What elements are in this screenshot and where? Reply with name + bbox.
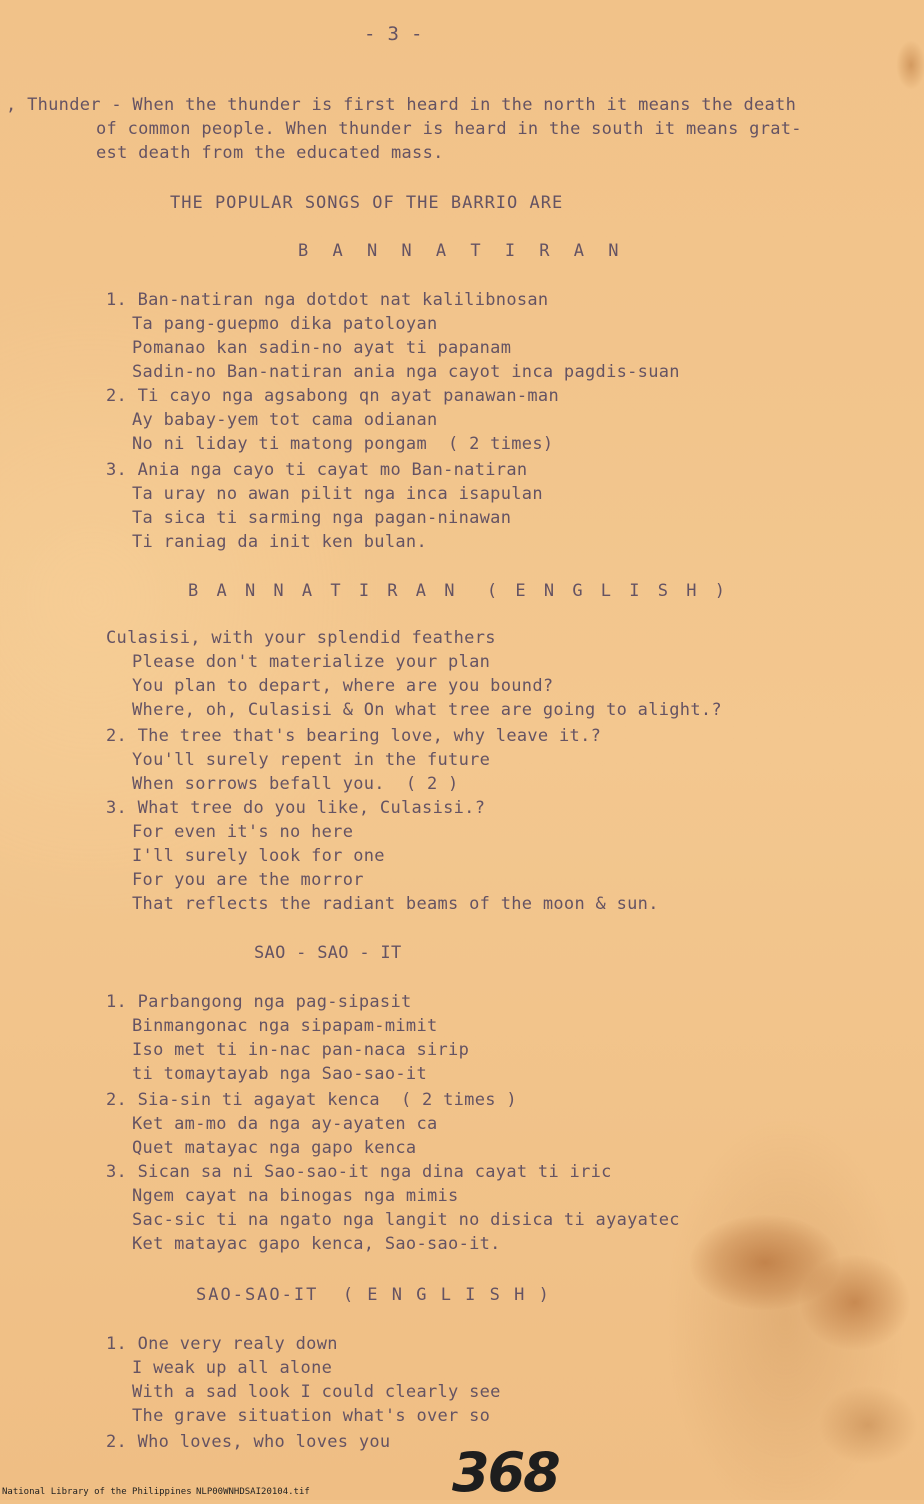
- bannatiran-line: No ni liday ti matong pongam ( 2 times): [132, 434, 554, 454]
- bannatiran-english-line: Where, oh, Culasisi & On what tree are going to alight.?: [132, 700, 722, 720]
- stain-mark: [896, 40, 924, 90]
- bannatiran-english-line: For even it's no here: [132, 822, 354, 842]
- bannatiran-english-line: Culasisi, with your splendid feathers: [106, 628, 496, 648]
- stain-mark: [690, 1215, 840, 1310]
- bannatiran-english-line: Please don't materialize your plan: [132, 652, 491, 672]
- stain-mark: [818, 1385, 918, 1465]
- saosaoit-line: Binmangonac nga sipapam-mimit: [132, 1016, 438, 1036]
- saosaoit-english-title: SAO-SAO-IT ( E N G L I S H ): [196, 1285, 551, 1305]
- page-number: - 3 -: [364, 23, 423, 45]
- bannatiran-line: Ta sica ti sarming nga pagan-ninawan: [132, 508, 512, 528]
- saosaoit-line: Quet matayac nga gapo kenca: [132, 1138, 417, 1158]
- bannatiran-english-line: 2. The tree that's bearing love, why leave it.?: [106, 726, 602, 746]
- bannatiran-english-line: You'll surely repent in the future: [132, 750, 491, 770]
- saosaoit-english-line: 1. One very realy down: [106, 1334, 338, 1354]
- thunder-line-3: est death from the educated mass.: [96, 143, 444, 163]
- footer-file: NLP00WNHDSAI20104.tif: [196, 1487, 310, 1497]
- saosaoit-title: SAO - SAO - IT: [254, 943, 402, 963]
- saosaoit-english-line: I weak up all alone: [132, 1358, 333, 1378]
- thunder-line-2: of common people. When thunder is heard in the south it means grat-: [96, 119, 802, 139]
- bannatiran-line: Ta pang-guepmo dika patoloyan: [132, 314, 438, 334]
- bannatiran-line: 3. Ania nga cayo ti cayat mo Ban-natiran: [106, 460, 528, 480]
- bannatiran-english-line: I'll surely look for one: [132, 846, 385, 866]
- page-stamp-number: 368: [452, 1441, 559, 1504]
- saosaoit-line: 2. Sia-sin ti agayat kenca ( 2 times ): [106, 1090, 517, 1110]
- thunder-line-1: , Thunder - When the thunder is first heard in the north it means the death: [6, 95, 797, 115]
- bannatiran-english-line: That reflects the radiant beams of the moon & sun.: [132, 894, 659, 914]
- saosaoit-line: Ket am-mo da nga ay-ayaten ca: [132, 1114, 438, 1134]
- saosaoit-line: Ket matayac gapo kenca, Sao-sao-it.: [132, 1234, 501, 1254]
- bannatiran-line: Pomanao kan sadin-no ayat ti papanam: [132, 338, 512, 358]
- bannatiran-english-line: You plan to depart, where are you bound?: [132, 676, 554, 696]
- saosaoit-english-line: With a sad look I could clearly see: [132, 1382, 501, 1402]
- saosaoit-line: 1. Parbangong nga pag-sipasit: [106, 992, 412, 1012]
- stain-mark: [800, 1255, 910, 1350]
- saosaoit-line: ti tomaytayab nga Sao-sao-it: [132, 1064, 427, 1084]
- popular-songs-heading: THE POPULAR SONGS OF THE BARRIO ARE: [170, 193, 564, 213]
- bannatiran-line: 1. Ban-natiran nga dotdot nat kalilibnosan: [106, 290, 549, 310]
- bannatiran-title: B A N N A T I R A N: [298, 241, 626, 261]
- bannatiran-english-line: When sorrows befall you. ( 2 ): [132, 774, 459, 794]
- saosaoit-english-line: 2. Who loves, who loves you: [106, 1432, 391, 1452]
- saosaoit-line: Sac-sic ti na ngato nga langit no disica ti ayayatec: [132, 1210, 680, 1230]
- saosaoit-english-line: The grave situation what's over so: [132, 1406, 491, 1426]
- saosaoit-line: 3. Sican sa ni Sao-sao-it nga dina cayat ti iric: [106, 1162, 612, 1182]
- bannatiran-english-line: For you are the morror: [132, 870, 364, 890]
- footer-library: National Library of the Philippines: [2, 1487, 192, 1497]
- bannatiran-line: 2. Ti cayo nga agsabong qn ayat panawan-man: [106, 386, 559, 406]
- saosaoit-line: Iso met ti in-nac pan-naca sirip: [132, 1040, 470, 1060]
- bannatiran-english-line: 3. What tree do you like, Culasisi.?: [106, 798, 486, 818]
- bannatiran-line: Sadin-no Ban-natiran ania nga cayot inca pagdis-suan: [132, 362, 680, 382]
- bannatiran-line: Ta uray no awan pilit nga inca isapulan: [132, 484, 543, 504]
- saosaoit-line: Ngem cayat na binogas nga mimis: [132, 1186, 459, 1206]
- bannatiran-line: Ay babay-yem tot cama odianan: [132, 410, 438, 430]
- bannatiran-english-title: B A N N A T I R A N ( E N G L I S H ): [188, 581, 729, 601]
- bannatiran-line: Ti raniag da init ken bulan.: [132, 532, 427, 552]
